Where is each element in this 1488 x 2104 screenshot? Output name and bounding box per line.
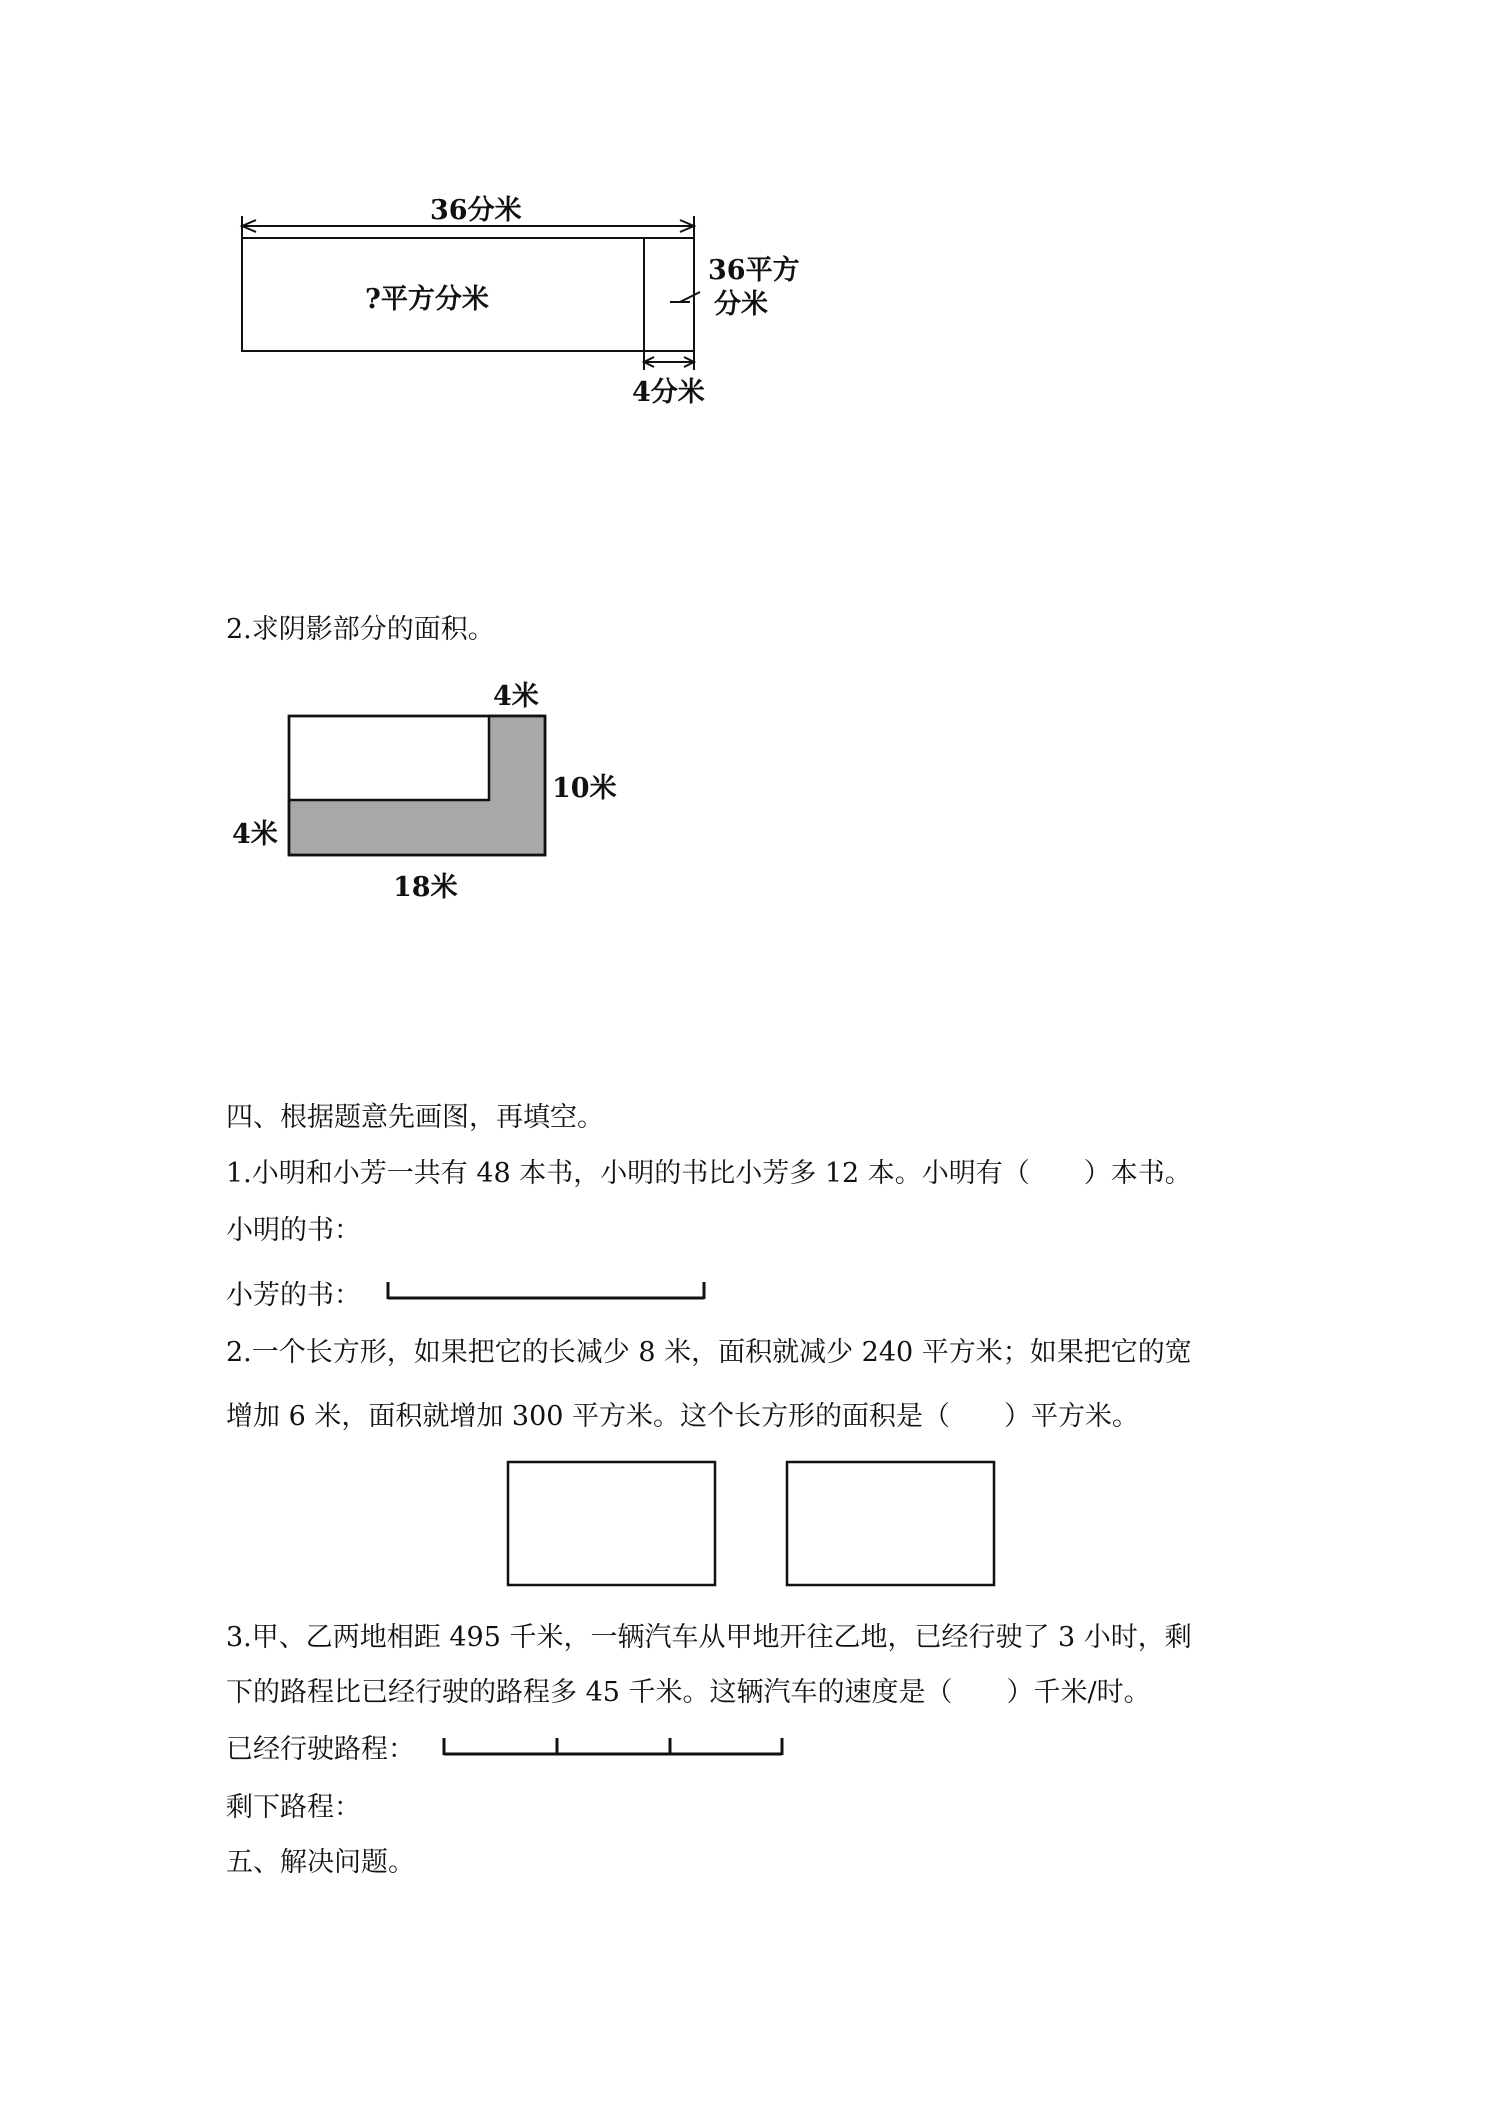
q2-label-top: 4米: [493, 681, 539, 712]
answer-box-right: [787, 1462, 994, 1585]
figure1-side-label-2: 分米: [714, 289, 768, 320]
s4-p2-line2: 增加 6 米，面积就增加 300 平方米。这个长方形的面积是（ ）平方米。: [226, 1401, 1140, 1432]
figure1-top-label: 36分米: [430, 195, 522, 226]
q2-label-right: 10米: [552, 773, 617, 804]
s4-p3-line2: 下的路程比已经行驶的路程多 45 千米。这辆汽车的速度是（ ）千米/时。: [226, 1677, 1151, 1708]
figure2-shapes: [289, 716, 545, 855]
section4-heading: 四、根据题意先画图，再填空。: [226, 1102, 604, 1133]
section5-heading: 五、解决问题。: [226, 1847, 415, 1878]
s4-p3-label-a: 已经行驶路程：: [226, 1734, 415, 1765]
figure1-area-label: ?平方分米: [365, 284, 489, 315]
s4-p3-label-b: 剩下路程：: [226, 1792, 361, 1823]
figure1-side-label-1: 36平方: [708, 255, 800, 286]
figure1-bottom-label: 4分米: [632, 377, 705, 408]
s4-p1-label-a: 小明的书：: [226, 1215, 361, 1246]
s4-p2-line1: 2.一个长方形，如果把它的长减少 8 米，面积就减少 240 平方米；如果把它的宽: [226, 1337, 1192, 1368]
answer-box-left: [508, 1462, 715, 1585]
s4-p3-line1: 3.甲、乙两地相距 495 千米，一辆汽车从甲地开往乙地，已经行驶了 3 小时，剩: [226, 1622, 1192, 1653]
bar-xiaofang: [388, 1282, 704, 1299]
bar-traveled: [444, 1738, 782, 1755]
s4-p1-text: 1.小明和小芳一共有 48 本书，小明的书比小芳多 12 本。小明有（ ）本书。: [226, 1158, 1192, 1189]
s4-p1-label-b: 小芳的书：: [226, 1280, 361, 1311]
q2-label-bottom: 18米: [393, 872, 458, 903]
q2-label-left: 4米: [232, 819, 278, 850]
q2-title: 2.求阴影部分的面积。: [226, 614, 495, 645]
